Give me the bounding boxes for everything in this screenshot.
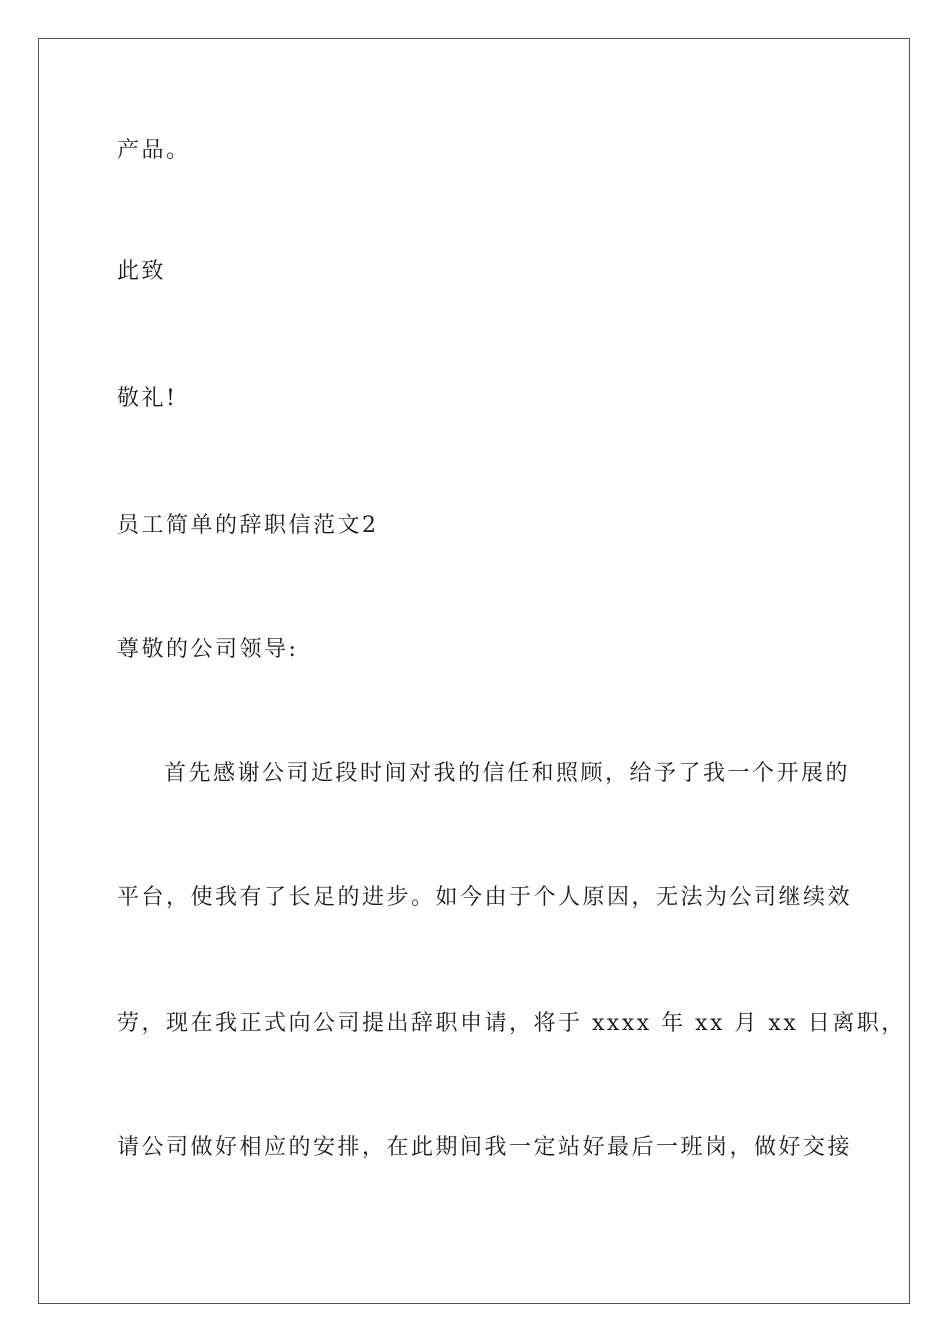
paragraph-line-1: 首先感谢公司近段时间对我的信任和照顾，给予了我一个开展的 xyxy=(164,761,851,786)
text-line-closing-fragment: 产品。 xyxy=(117,138,191,163)
page-border xyxy=(38,38,910,1304)
paragraph-line-2: 平台，使我有了长足的进步。如今由于个人原因，无法为公司继续效 xyxy=(117,885,853,910)
text-line-regards: 敬礼! xyxy=(117,386,178,411)
paragraph-line-3: 劳，现在我正式向公司提出辞职申请，将于 xxxx 年 xx 月 xx 日离职， xyxy=(117,1011,906,1036)
text-line-salutation-close: 此致 xyxy=(117,259,167,284)
letter-greeting: 尊敬的公司领导: xyxy=(117,637,299,662)
paragraph-line-4: 请公司做好相应的安排，在此期间我一定站好最后一班岗，做好交接 xyxy=(117,1135,853,1160)
section-heading: 员工简单的辞职信范文2 xyxy=(117,513,379,538)
